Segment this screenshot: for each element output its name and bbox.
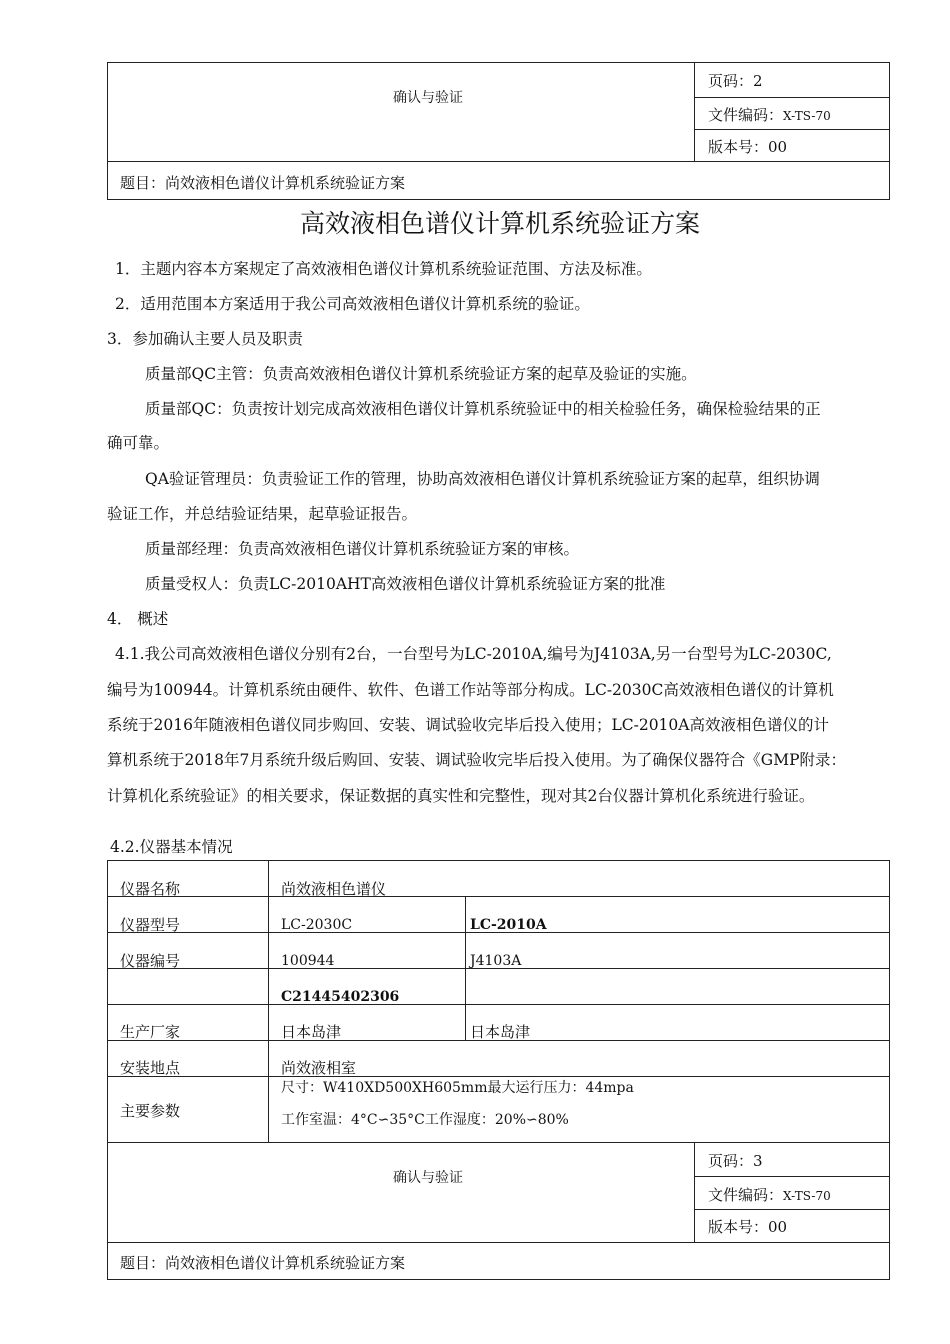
doc-number-value: X-TS-70 (783, 1189, 831, 1203)
table-cell: 尺寸：W410XD500XH605mm最大运行压力：44mpa (281, 1080, 634, 1096)
header-doc-number (708, 1186, 831, 1205)
table-row-label: 仪器编号 (120, 952, 181, 970)
header-page-number: 页码：2 (708, 72, 763, 90)
doc-number-label: 文件编码： (708, 1186, 784, 1204)
role-qa-line1: QA验证管理员：负责验证工作的管理，协助高效液相色谱仪计算机系统验证方案的起草，组织协调 (145, 470, 820, 488)
table-row-label: 仪器名称 (120, 880, 181, 898)
overview-line-1: 4.1.我公司高效液相色谱仪分别有2台，一台型号为LC-2010A,编号为J4103A,另一台型号为LC-2030C, (115, 645, 832, 663)
role-qa-line2: 验证工作，并总结验证结果，起草验证报告。 (107, 505, 418, 523)
table-cell: 尚效液相室 (281, 1059, 357, 1077)
header-version: 版本号：00 (708, 138, 788, 156)
table-cell: LC-2010A (470, 917, 547, 933)
document-title: 高效液相色谱仪计算机系统验证方案 (299, 209, 700, 238)
role-authorized-person: 质量受权人：负责LC-2010AHT高效液相色谱仪计算机系统验证方案的批准 (145, 575, 666, 593)
table-row-label: 生产厂家 (120, 1023, 181, 1041)
overview-line-5: 计算机化系统验证》的相关要求，保证数据的真实性和完整性，现对其2台仪器计算机化系统进行验证。 (107, 787, 815, 805)
table-cell: LC-2030C (281, 917, 353, 933)
header-section-title: 确认与验证 (393, 1170, 463, 1186)
role-qc-supervisor: 质量部QC主管：负责高效液相色谱仪计算机系统验证方案的起草及验证的实施。 (145, 365, 697, 383)
table-cell: 日本岛津 (470, 1023, 531, 1041)
role-qc-line2: 确可靠。 (107, 434, 170, 452)
section-4-2-heading: 4.2.仪器基本情况 (110, 838, 233, 856)
header-subject: 题目：尚效液相色谱仪计算机系统验证方案 (120, 1254, 406, 1272)
section-2: 2．适用范围本方案适用于我公司高效液相色谱仪计算机系统的验证。 (115, 295, 590, 313)
role-qa-manager: 质量部经理：负责高效液相色谱仪计算机系统验证方案的审核。 (145, 540, 580, 558)
overview-line-2: 编号为100944。计算机系统由硬件、软件、色谱工作站等部分构成。LC-2030C高效液相色谱仪的计算机 (107, 681, 834, 699)
section-1: 1．主题内容本方案规定了高效液相色谱仪计算机系统验证范围、方法及标准。 (115, 260, 652, 278)
table-cell: J4103A (470, 953, 522, 969)
table-row-label: 主要参数 (120, 1102, 181, 1120)
header-section-title: 确认与验证 (393, 90, 463, 106)
overview-line-4: 算机系统于2018年7月系统升级后购回、安装、调试验收完毕后投入使用。为了确保仪器符合《GMP附录： (107, 751, 846, 769)
doc-number-value: X-TS-70 (783, 109, 831, 123)
header-page-number: 页码：3 (708, 1152, 763, 1170)
table-cell: C21445402306 (281, 989, 400, 1005)
section-3-heading: 3．参加确认主要人员及职责 (107, 330, 303, 348)
header-subject: 题目：尚效液相色谱仪计算机系统验证方案 (120, 174, 406, 192)
table-row-label: 仪器型号 (120, 916, 181, 934)
table-row-label: 安装地点 (120, 1059, 181, 1077)
header-version: 版本号：00 (708, 1218, 788, 1236)
table-cell: 工作室温：4°C∽35°C工作湿度：20%∽80% (281, 1112, 569, 1128)
overview-line-3: 系统于2016年随液相色谱仪同步购回、安装、调试验收完毕后投入使用；LC-2010A高效液相色谱仪的计 (107, 716, 829, 734)
section-4-heading: 4． 概述 (107, 610, 169, 628)
table-cell: 日本岛津 (281, 1023, 342, 1041)
doc-number-label: 文件编码： (708, 106, 784, 124)
table-cell: 100944 (281, 953, 335, 969)
header-doc-number (708, 106, 831, 125)
role-qc-line1: 质量部QC：负责按计划完成高效液相色谱仪计算机系统验证中的相关检验任务，确保检验结果的正 (145, 400, 821, 418)
table-cell: 尚效液相色谱仪 (281, 880, 387, 898)
